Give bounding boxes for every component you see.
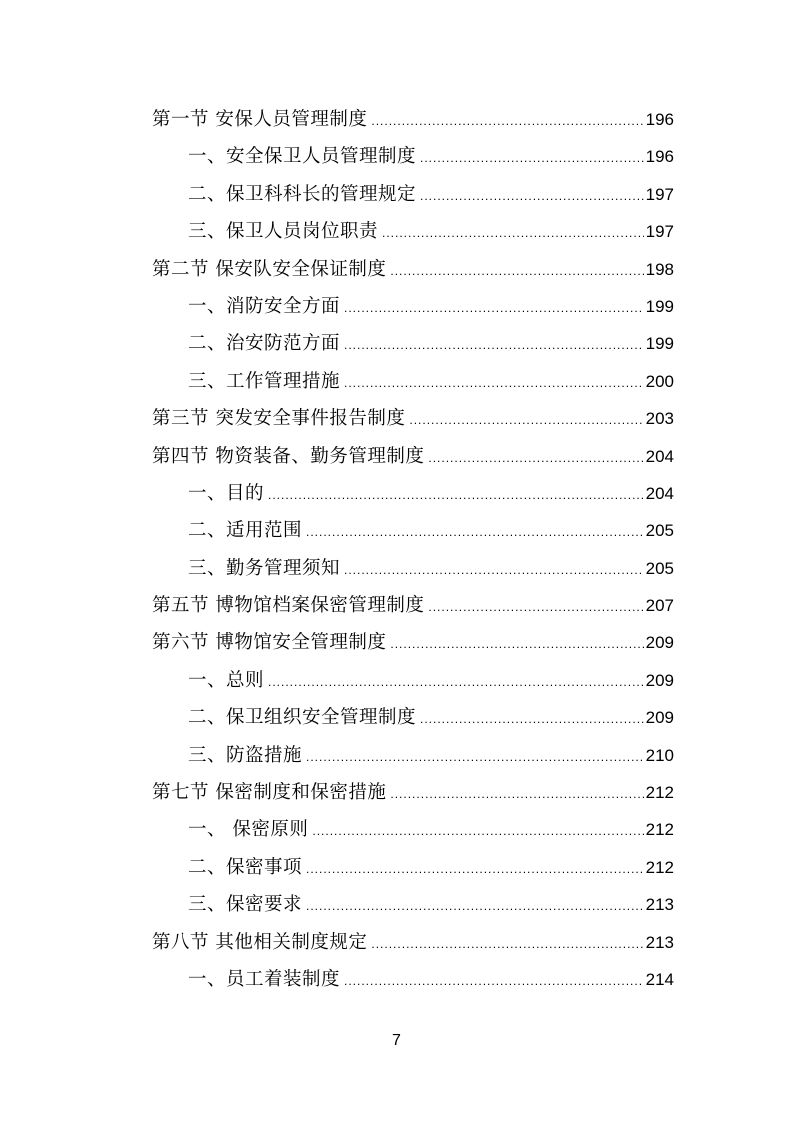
toc-entry[interactable] bbox=[152, 138, 674, 175]
toc-entry[interactable] bbox=[152, 849, 674, 886]
toc-entry-label: 一、 保密原则 bbox=[188, 819, 309, 841]
toc-dot-leader bbox=[390, 626, 643, 663]
toc-entry-page: 214 bbox=[645, 969, 674, 989]
toc-entry-label: 第五节 博物馆档案保密管理制度 bbox=[152, 595, 425, 617]
toc-dot-leader bbox=[344, 365, 644, 402]
toc-entry[interactable] bbox=[152, 774, 674, 811]
toc-entry-page: 207 bbox=[645, 596, 674, 616]
toc-entry[interactable] bbox=[152, 811, 674, 848]
toc-entry-page: 196 bbox=[645, 147, 674, 167]
toc-entry-label: 一、安全保卫人员管理制度 bbox=[188, 146, 417, 168]
toc-entry-label: 第一节 安保人员管理制度 bbox=[152, 109, 368, 130]
toc-entry-page: 213 bbox=[645, 895, 674, 915]
toc-dot-leader bbox=[390, 253, 643, 290]
toc-dot-leader bbox=[420, 140, 644, 177]
toc-entry[interactable] bbox=[152, 251, 674, 288]
toc-entry[interactable] bbox=[152, 587, 674, 624]
toc-entry-label: 一、总则 bbox=[188, 669, 265, 691]
toc-dot-leader bbox=[306, 514, 644, 551]
toc-entry[interactable] bbox=[152, 512, 674, 549]
toc-entry-page: 205 bbox=[645, 558, 674, 578]
toc-entry[interactable] bbox=[152, 475, 674, 512]
toc-entry-label: 三、保密要求 bbox=[188, 894, 303, 916]
toc-entry[interactable] bbox=[152, 550, 674, 587]
toc-dot-leader bbox=[428, 440, 643, 477]
toc-entry[interactable] bbox=[152, 886, 674, 923]
toc-entry-page: 212 bbox=[645, 857, 674, 877]
toc-entry[interactable] bbox=[152, 101, 674, 138]
toc-entry-page: 204 bbox=[645, 446, 674, 466]
toc-dot-leader bbox=[344, 327, 644, 364]
toc-dot-leader bbox=[371, 103, 643, 140]
toc-entry-label: 一、目的 bbox=[188, 482, 265, 504]
toc-entry-label: 二、治安防范方面 bbox=[188, 333, 341, 355]
toc-entry-label: 第七节 保密制度和保密措施 bbox=[152, 782, 387, 804]
toc-entry-label: 三、防盗措施 bbox=[188, 744, 303, 766]
toc-entry[interactable] bbox=[152, 325, 674, 362]
toc-entry-label: 第四节 物资装备、勤务管理制度 bbox=[152, 445, 425, 467]
toc-entry-page: 197 bbox=[645, 184, 674, 204]
toc-dot-leader bbox=[344, 552, 644, 589]
toc-entry[interactable] bbox=[152, 624, 674, 661]
toc-dot-leader bbox=[382, 215, 644, 252]
toc-entry[interactable] bbox=[152, 288, 674, 325]
toc-entry-page: 212 bbox=[645, 783, 674, 803]
toc-entry-label: 三、工作管理措施 bbox=[188, 370, 341, 392]
toc-entry[interactable] bbox=[152, 662, 674, 699]
toc-entry-page: 210 bbox=[645, 745, 674, 765]
toc-dot-leader bbox=[409, 402, 643, 439]
toc-entry-page: 209 bbox=[645, 633, 674, 653]
page-number: 7 bbox=[392, 1032, 401, 1049]
toc-entry-page: 209 bbox=[645, 670, 674, 690]
toc-entry-page: 203 bbox=[645, 409, 674, 429]
toc-entry-page: 197 bbox=[645, 222, 674, 242]
toc-dot-leader bbox=[312, 813, 643, 850]
toc-entry[interactable] bbox=[152, 363, 674, 400]
toc-entry-page: 209 bbox=[645, 708, 674, 728]
toc-dot-leader bbox=[390, 776, 643, 813]
toc-dot-leader bbox=[268, 664, 644, 701]
toc-entry-page: 213 bbox=[645, 932, 674, 952]
toc-dot-leader bbox=[306, 739, 644, 776]
toc-dot-leader bbox=[268, 477, 644, 514]
toc-entry-label: 二、适用范围 bbox=[188, 520, 303, 542]
toc-entry-label: 二、保卫科科长的管理规定 bbox=[188, 183, 417, 205]
toc-entry-label: 第六节 博物馆安全管理制度 bbox=[152, 632, 387, 654]
toc-entry-page: 205 bbox=[645, 521, 674, 541]
toc-entry-page: 199 bbox=[645, 296, 674, 316]
toc-entry-page: 212 bbox=[645, 820, 674, 840]
toc-dot-leader bbox=[420, 178, 644, 215]
toc-entry-page: 199 bbox=[645, 334, 674, 354]
toc-entry-label: 第八节 其他相关制度规定 bbox=[152, 931, 368, 953]
toc-entry-label: 一、消防安全方面 bbox=[188, 295, 341, 317]
toc-entry[interactable] bbox=[152, 213, 674, 250]
toc-dot-leader bbox=[420, 701, 644, 738]
toc-entry-label: 第二节 保安队安全保证制度 bbox=[152, 258, 387, 280]
toc-entry-page: 204 bbox=[645, 483, 674, 503]
toc-entry[interactable] bbox=[152, 438, 674, 475]
toc-dot-leader bbox=[428, 589, 643, 626]
toc-dot-leader bbox=[344, 290, 644, 327]
toc-entry[interactable] bbox=[152, 961, 674, 998]
toc-entry[interactable] bbox=[152, 699, 674, 736]
toc-entry-page: 198 bbox=[645, 259, 674, 279]
toc-entry-label: 二、保密事项 bbox=[188, 856, 303, 878]
toc-entry[interactable] bbox=[152, 737, 674, 774]
toc-entry-label: 三、保卫人员岗位职责 bbox=[188, 221, 379, 243]
table-of-contents bbox=[152, 101, 674, 998]
toc-dot-leader bbox=[371, 926, 643, 963]
toc-entry[interactable] bbox=[152, 176, 674, 213]
toc-entry-label: 一、员工着装制度 bbox=[188, 968, 341, 990]
toc-entry[interactable] bbox=[152, 400, 674, 437]
toc-entry-label: 第三节 突发安全事件报告制度 bbox=[152, 408, 406, 430]
toc-entry[interactable] bbox=[152, 924, 674, 961]
toc-entry-label: 二、保卫组织安全管理制度 bbox=[188, 707, 417, 729]
toc-dot-leader bbox=[306, 851, 644, 888]
toc-dot-leader bbox=[344, 963, 644, 1000]
toc-entry-page: 200 bbox=[645, 371, 674, 391]
toc-entry-page: 196 bbox=[645, 110, 674, 129]
toc-entry-label: 三、勤务管理须知 bbox=[188, 557, 341, 579]
toc-dot-leader bbox=[306, 888, 644, 925]
